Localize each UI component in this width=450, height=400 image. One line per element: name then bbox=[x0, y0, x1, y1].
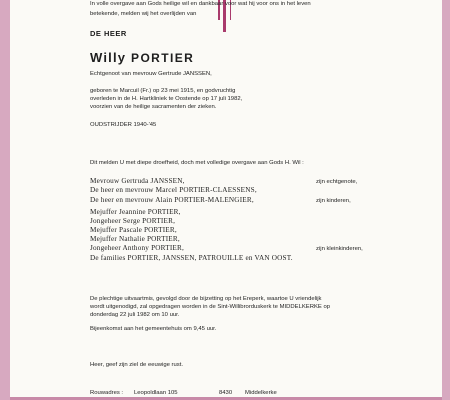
family-name-5: Jongeheer Serge PORTIER, bbox=[90, 217, 176, 225]
family-name-6: Mejuffer Pascale PORTIER, bbox=[90, 226, 177, 234]
service-line-1: De plechtige uitvaartmis, gevolgd door de bijzetting op het Ereperk, waartoe U vriendelijk bbox=[90, 296, 322, 302]
prayer-line: Heer, geef zijn ziel de eeuwige rust. bbox=[90, 362, 183, 368]
family-name-2: De heer en mevrouw Marcel PORTIER-CLAESSENS, bbox=[90, 186, 257, 194]
veteran-line: OUDSTRIJDER 1940-'45 bbox=[90, 122, 157, 128]
bio-line-3: voorzien van de heilige sacramenten der zieken. bbox=[90, 104, 217, 110]
intro-line-1: In volle overgave aan Gods heilige wil en dankbaar voor wat hij voor ons in het leven bbox=[90, 1, 311, 7]
family-name-9: De families PORTIER, JANSSEN, PATROUILLE en VAN OOST. bbox=[90, 254, 293, 262]
last-name: PORTIER bbox=[131, 51, 195, 65]
heading: DE HEER bbox=[90, 29, 127, 38]
family-name-4: Mejuffer Jeannine PORTIER, bbox=[90, 208, 181, 216]
family-role-1: zijn echtgenote, bbox=[316, 179, 358, 185]
service-line-3: donderdag 22 juli 1982 om 10 uur. bbox=[90, 312, 180, 318]
family-name-7: Mejuffer Nathalie PORTIER, bbox=[90, 235, 180, 243]
address-city: Middelkerke bbox=[245, 390, 277, 396]
spouse-line: Echtgenoot van mevrouw Gertrude JANSSEN, bbox=[90, 71, 212, 77]
death-notice-card bbox=[10, 0, 442, 400]
gathering-line: Bijeenkomst aan het gemeentehuis om 9,45 uur. bbox=[90, 326, 217, 332]
family-role-3: zijn kinderen, bbox=[316, 198, 351, 204]
family-name-8: Jongeheer Anthony PORTIER, bbox=[90, 244, 185, 252]
bio-line-2: overleden in de H. Hartkliniek te Oostende op 17 juli 1982, bbox=[90, 96, 243, 102]
family-name-3: De heer en mevrouw Alain PORTIER-MALENGIER, bbox=[90, 196, 254, 204]
first-name: Willy bbox=[90, 50, 127, 65]
family-name-1: Mevrouw Gertruda JANSSEN, bbox=[90, 177, 185, 185]
address-postcode: 8430 bbox=[219, 390, 233, 396]
intro-line-2: betekende, melden wij het overlijden van bbox=[90, 11, 197, 17]
bio-line-1: geboren te Marcuil (Fr.) op 23 mei 1915, en godvruchtig bbox=[90, 88, 236, 94]
announcement: Dit melden U met diepe droefheid, doch met volledige overgave aan Gods H. Wil : bbox=[90, 160, 304, 166]
address-street: Leopoldlaan 105 bbox=[134, 390, 178, 396]
deceased-name bbox=[90, 50, 194, 66]
address-label: Rouwadres : bbox=[90, 390, 124, 396]
family-role-8: zijn kleinkinderen, bbox=[316, 246, 363, 252]
service-line-2: wordt uitgenodigd, zal opgedragen worden in de Sint-Willibrorduskerk te MIDDELKERKE op bbox=[90, 304, 331, 310]
